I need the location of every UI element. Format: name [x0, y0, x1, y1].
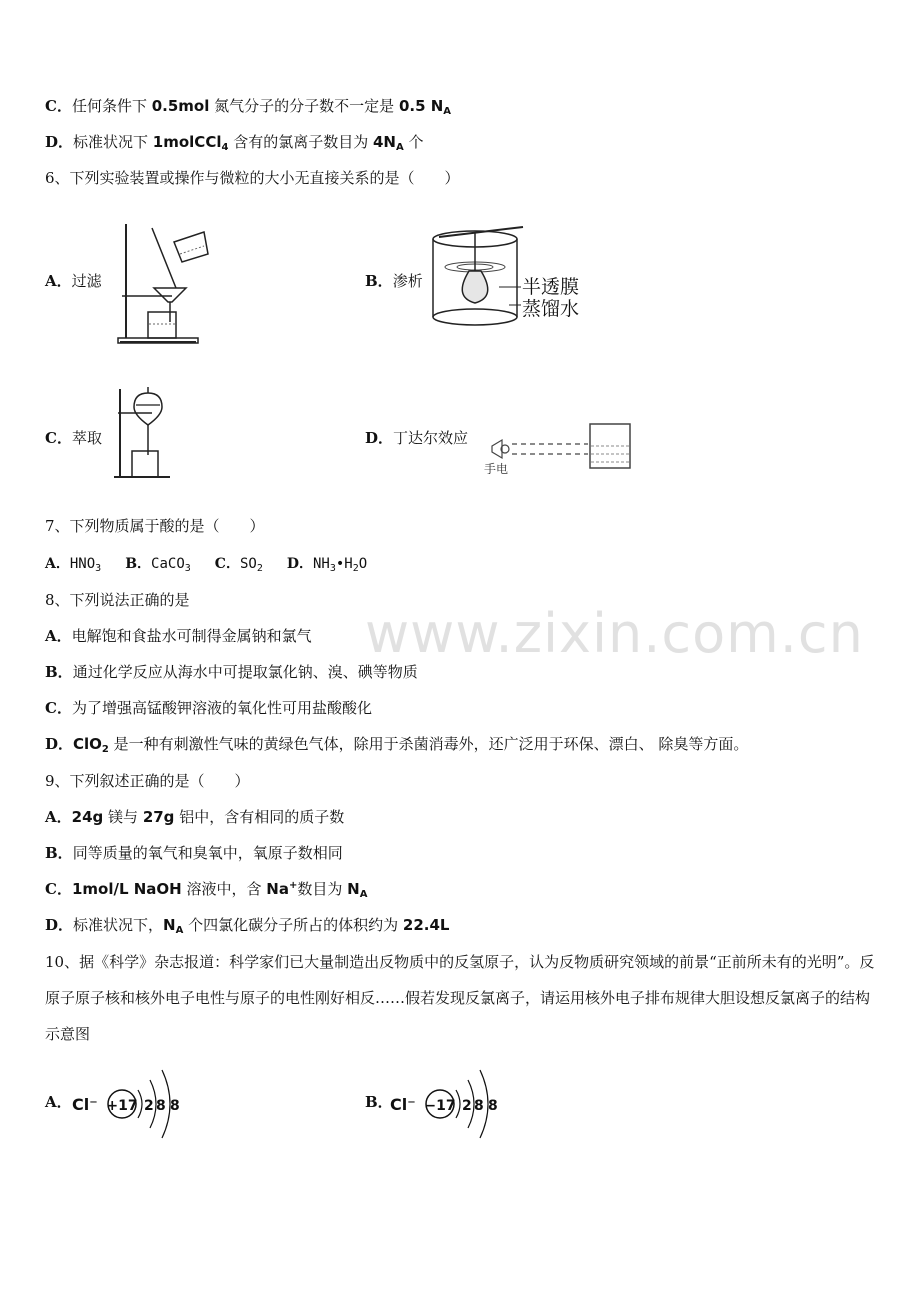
- option-label: A．: [45, 272, 72, 290]
- option-text: 个四氯化碳分子所占的体积约为: [183, 916, 403, 934]
- q9-option-c: [45, 879, 367, 899]
- option-label: D．: [45, 735, 74, 753]
- filtration-apparatus-figure: [112, 218, 212, 350]
- option-text: 丁达尔效应: [393, 429, 469, 447]
- option-text: 1molCCl: [152, 133, 222, 151]
- option-text: 为了增强高锰酸钾溶液的氧化性可用盐酸酸化: [71, 699, 372, 717]
- option-text: 27g: [142, 808, 175, 826]
- subscript: A: [395, 142, 404, 153]
- option-text: 个: [403, 133, 424, 151]
- shell-electrons: 8: [156, 1098, 166, 1114]
- q10-option-b-label: B．: [365, 1093, 393, 1111]
- option-label: D．: [45, 916, 74, 934]
- option-text: N: [163, 916, 176, 934]
- subscript: 3: [184, 563, 191, 574]
- subscript: A: [175, 925, 184, 936]
- option-label: A．: [45, 808, 72, 826]
- option-text: 通过化学反应从海水中可提取氯化钠、溴、碘等物质: [72, 663, 418, 681]
- q10-option-a-label: A．: [45, 1093, 72, 1111]
- flashlight-label: 手电: [484, 462, 509, 476]
- option-text: 铝中，含有相同的质子数: [174, 808, 345, 826]
- q8-option-c: [45, 698, 372, 718]
- option-label: C．: [45, 97, 72, 115]
- distilled-water-label: 蒸馏水: [522, 298, 580, 320]
- option-text: 标准状况下，: [73, 916, 164, 934]
- shell-electrons: 2: [462, 1098, 472, 1114]
- nucleus-charge: −17: [424, 1098, 456, 1114]
- superscript: +: [288, 880, 298, 891]
- option-text: 1mol/L NaOH: [71, 880, 182, 898]
- q6-option-a: [45, 271, 102, 291]
- q8-stem: 8、下列说法正确的是: [45, 591, 190, 609]
- option-label: B．: [125, 556, 152, 572]
- ion-symbol: Cl⁻: [72, 1095, 98, 1114]
- option-text: CaCO: [151, 556, 185, 572]
- q9-option-b: [45, 843, 343, 863]
- subscript: 3: [95, 563, 102, 574]
- q5-option-d: [45, 132, 424, 152]
- membrane-label: 半透膜: [522, 276, 580, 298]
- q10-option-b-diagram: [390, 1060, 510, 1144]
- option-text: SO: [239, 556, 257, 572]
- option-label: D．: [45, 133, 74, 151]
- option-label: D．: [365, 429, 394, 447]
- subscript: 2: [256, 563, 263, 574]
- q6-stem: 6、下列实验装置或操作与微粒的大小无直接关系的是（ ）: [45, 169, 460, 187]
- subscript: A: [359, 889, 368, 900]
- option-text: 是一种有刺激性气味的黄绿色气体，除用于杀菌消毒外，还广泛用于环保、漂白、 除臭等方面。: [108, 735, 749, 753]
- q8-option-d: [45, 734, 748, 754]
- q9-option-a: [45, 807, 344, 827]
- q7-options: [45, 554, 367, 574]
- option-text: 任何条件下: [71, 97, 152, 115]
- extraction-apparatus-figure: [112, 383, 182, 483]
- shell-electrons: 8: [488, 1098, 498, 1114]
- nucleus-charge: +17: [106, 1098, 138, 1114]
- subscript: A: [443, 106, 452, 117]
- option-text: 24g: [71, 808, 104, 826]
- option-label: A．: [45, 627, 72, 645]
- option-text: 氮气分子的分子数不一定是: [209, 97, 399, 115]
- option-text: 含有的氯离子数目为: [228, 133, 373, 151]
- option-text: NH: [312, 556, 330, 572]
- q6-option-c: [45, 428, 102, 448]
- option-label: C．: [45, 880, 72, 898]
- option-text: 0.5 N: [398, 97, 444, 115]
- option-label: A．: [45, 556, 70, 572]
- option-text: 同等质量的氧气和臭氧中，氧原子数相同: [72, 844, 343, 862]
- option-label: B．: [45, 663, 73, 681]
- subscript: 4: [221, 142, 229, 153]
- q8-option-a: [45, 626, 312, 646]
- option-label: D．: [286, 556, 313, 572]
- q9-stem: 9、下列叙述正确的是（ ）: [45, 772, 250, 790]
- tyndall-effect-figure: [478, 418, 638, 476]
- option-text: 萃取: [71, 429, 102, 447]
- option-text: •H: [335, 556, 353, 572]
- q9-option-d: [45, 915, 449, 935]
- option-text: 渗析: [392, 272, 423, 290]
- subscript: 3: [329, 563, 336, 574]
- q10-stem: 10、据《科学》杂志报道：科学家们已大量制造出反物质中的反氢原子，认为反物质研究领域的前景“正前所未有的光明”。反原子原子核和核外电子电性与原子的电性刚好相反……假若发现反氯离子，请运用核外电子排布规律大胆设想反氯离子的结构示意图: [45, 953, 875, 1043]
- watermark: www.zixin.com.cn: [365, 602, 864, 665]
- dialysis-apparatus-figure: [425, 225, 595, 335]
- option-label: C．: [45, 429, 72, 447]
- option-text: 数目为: [297, 880, 348, 898]
- q5-option-c: [45, 96, 451, 116]
- q8-option-b: [45, 662, 418, 682]
- option-text: N: [347, 880, 360, 898]
- option-text: 镁与: [103, 808, 143, 826]
- option-text: 22.4L: [402, 916, 450, 934]
- shell-electrons: 8: [474, 1098, 484, 1114]
- option-text: Na: [266, 880, 289, 898]
- option-text: O: [358, 556, 368, 572]
- option-text: 溶液中，含: [181, 880, 267, 898]
- option-text: 0.5mol: [151, 97, 210, 115]
- ion-symbol: Cl⁻: [390, 1095, 416, 1114]
- shell-electrons: 2: [144, 1098, 154, 1114]
- q6-option-d: [365, 428, 468, 448]
- option-text: 过滤: [71, 272, 102, 290]
- q10-option-a-diagram: [72, 1060, 192, 1144]
- option-label: C．: [214, 556, 240, 572]
- option-text: 标准状况下: [73, 133, 153, 151]
- option-text: 电解饱和食盐水可制得金属钠和氯气: [71, 627, 312, 645]
- option-label: C．: [45, 699, 72, 717]
- q6-option-b: [365, 271, 423, 291]
- q7-stem: 7、下列物质属于酸的是（ ）: [45, 517, 265, 535]
- option-label: B．: [45, 844, 73, 862]
- option-text: HNO: [69, 556, 96, 572]
- option-label: B．: [365, 272, 393, 290]
- option-text: ClO: [73, 735, 102, 753]
- option-text: 4N: [372, 133, 396, 151]
- shell-electrons: 8: [170, 1098, 180, 1114]
- subscript: 2: [352, 563, 359, 574]
- subscript: 2: [101, 744, 109, 755]
